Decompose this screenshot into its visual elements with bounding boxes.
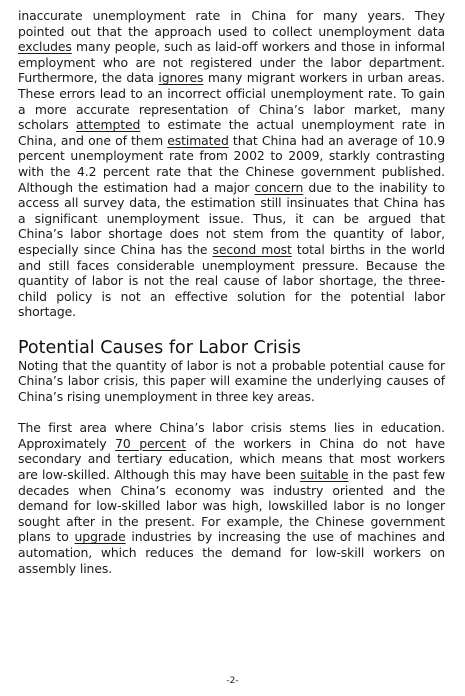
body-paragraph-2: [18, 358, 445, 405]
underlined-term: ignores: [158, 70, 204, 86]
underlined-term: 70 percent: [115, 435, 186, 451]
underlined-term: concern: [254, 179, 304, 195]
text-run: inaccurate unemployment rate in China for many years. They pointed out that the approach used to collect unemployment data: [18, 8, 445, 39]
body-paragraph-1: [18, 8, 445, 320]
text-run: that China had an average of 10.9 percent unemployment rate from 2002 to 2009, starkly contrasting with the 4.2 percent rate that the Chinese government published. Although the estimation had a major: [18, 132, 445, 195]
underlined-term: second most: [212, 241, 292, 257]
text-run: due to the inability to access all survey data, the estimation still insinuates that China has a significant unemployment issue. Thus, it can be argued that China’s labor shortage does not stem from the quantity of labor, especially since China has the: [18, 179, 445, 257]
text-run: The first area where China’s labor crisis stems lies in education. Approximately: [18, 420, 445, 451]
underlined-term: estimated: [167, 132, 229, 148]
page-number: -2-: [226, 676, 239, 686]
text-run: many people, such as laid-off workers and those in informal employment who are not registered under the labor department. Furthermore, the data: [18, 39, 445, 86]
section-heading: Potential Causes for Labor Crisis: [18, 337, 301, 358]
body-paragraph-3: [18, 420, 445, 576]
text-run: industries by increasing the use of machines and automation, which reduces the demand for low-skill workers on assembly lines.: [18, 529, 445, 576]
text-run: in the past few decades when China’s economy was industry oriented and the demand for low-skilled labor was high, lowskilled labor is no longer sought after in the present. For example, the Chinese government plans to: [18, 467, 445, 545]
text-run: total births in the world and still faces considerable unemployment pressure. Because the quantity of labor is not the real cause of labor shortage, the three-child policy is not an effective solution for the potential labor shortage.: [18, 241, 445, 320]
underlined-term: attempted: [75, 117, 141, 133]
underlined-term: excludes: [18, 39, 72, 55]
text-run: many migrant workers in urban areas. These errors lead to an incorrect official unemployment rate. To gain a more accurate representation of China’s labor market, many scholars: [18, 70, 445, 133]
text-run: Noting that the quantity of labor is not a probable potential cause for China’s labor crisis, this paper will examine the underlying causes of China’s rising unemployment in three key areas.: [18, 357, 445, 405]
text-run: of the workers in China do not have secondary and tertiary education, which means that most workers are low-skilled. Although this may have been: [18, 435, 445, 483]
underlined-term: suitable: [300, 467, 349, 483]
text-run: to estimate the actual unemployment rate in China, and one of them: [18, 117, 446, 148]
underlined-term: upgrade: [74, 529, 126, 545]
